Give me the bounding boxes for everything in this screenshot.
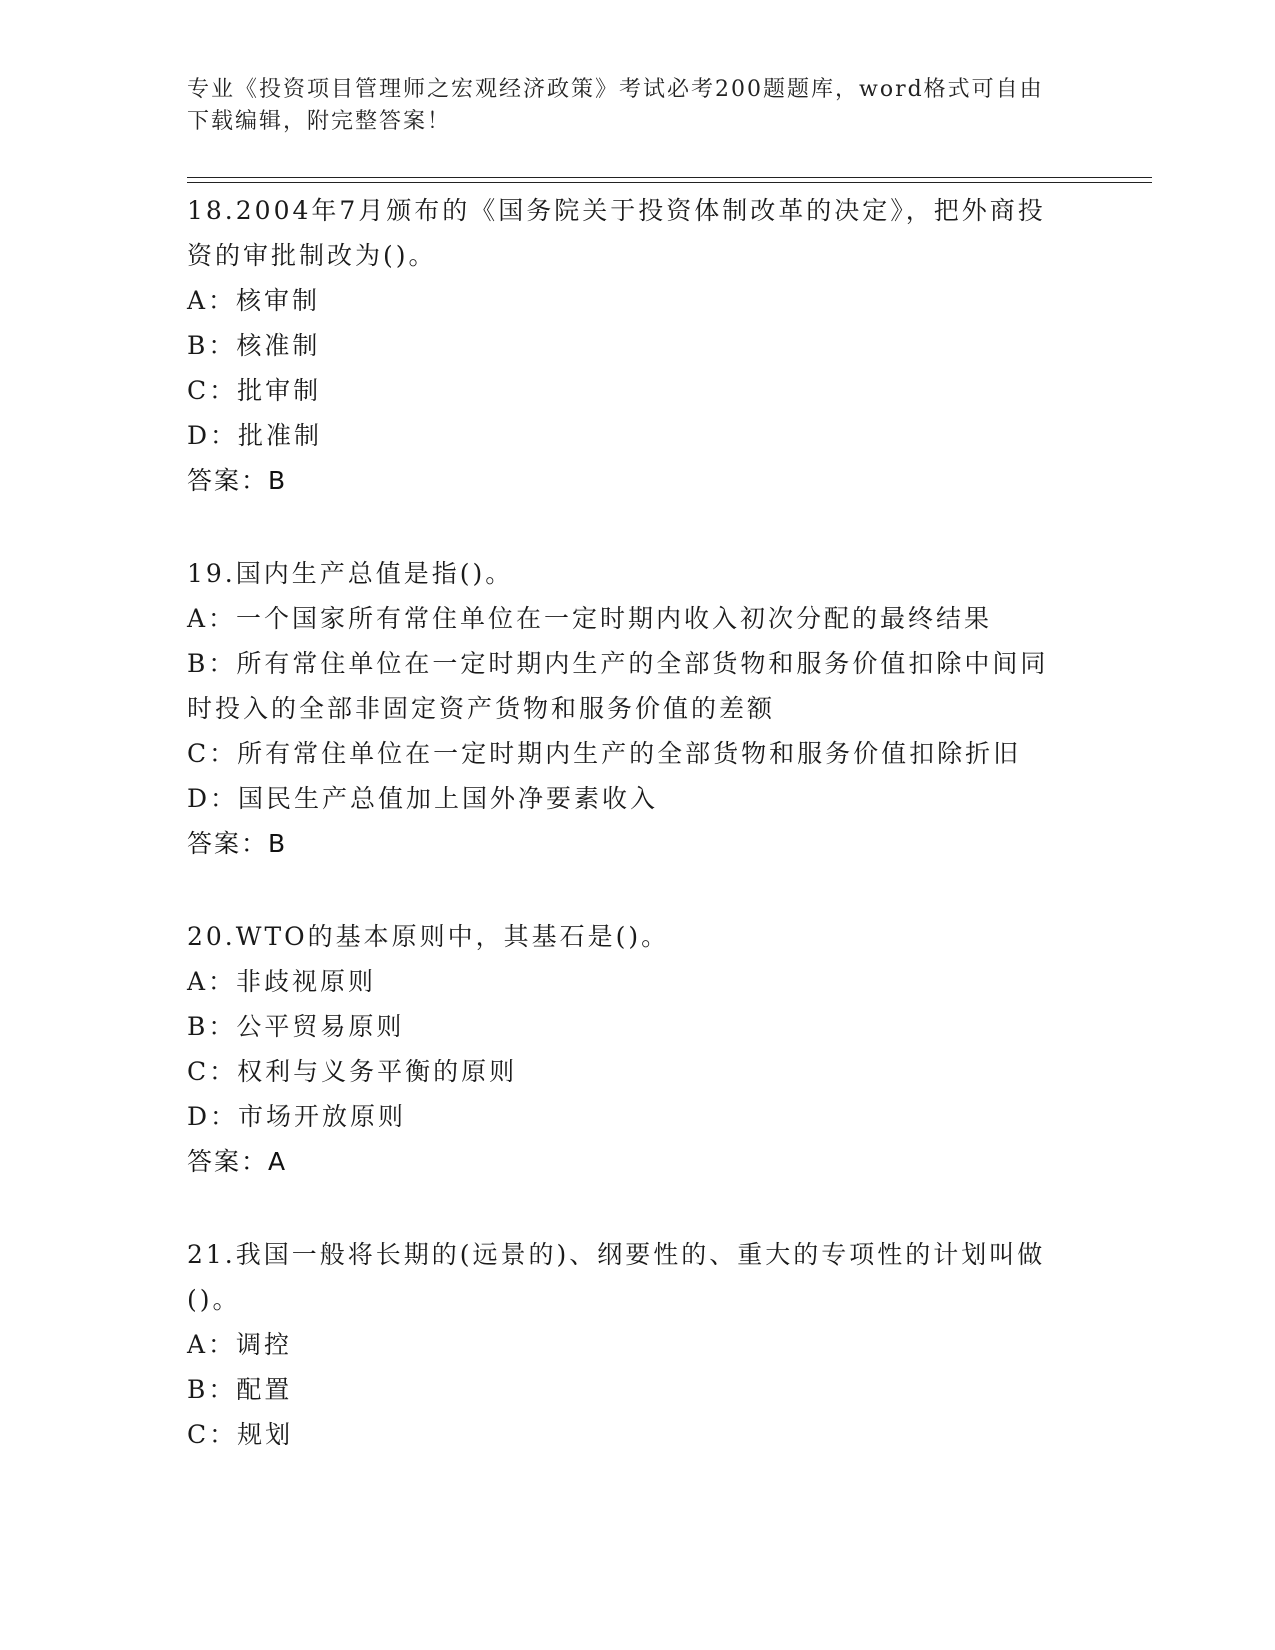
option-d: D：批准制 [187, 421, 323, 450]
option-c: C：权利与义务平衡的原则 [187, 1057, 518, 1086]
question-stem: 21.我国一般将长期的(远景的)、纲要性的、重大的专项性的计划叫做()。 [187, 1240, 1046, 1314]
question-19 [187, 551, 1087, 866]
document-header: 专业《投资项目管理师之宏观经济政策》考试必考200题题库，word格式可自由下载编辑，附完整答案！ [187, 77, 1044, 134]
option-c: C：所有常住单位在一定时期内生产的全部货物和服务价值扣除折旧 [187, 739, 1022, 768]
question-21 [187, 1232, 1087, 1457]
option-d: D：国民生产总值加上国外净要素收入 [187, 784, 659, 813]
option-d: D：市场开放原则 [187, 1102, 407, 1131]
question-stem: 18.2004年7月颁布的《国务院关于投资体制改革的决定》，把外商投资的审批制改为()。 [187, 196, 1046, 270]
option-b: B：核准制 [187, 331, 321, 360]
header-divider-top [187, 177, 1152, 178]
option-b: B：配置 [187, 1375, 293, 1404]
option-a: A：核审制 [187, 286, 321, 315]
answer-label: 答案：B [187, 829, 288, 858]
option-c: C：规划 [187, 1420, 294, 1449]
question-18 [187, 188, 1087, 503]
option-b: B：公平贸易原则 [187, 1012, 405, 1041]
header-divider-bottom [187, 182, 1152, 183]
option-a: A：一个国家所有常住单位在一定时期内收入初次分配的最终结果 [187, 604, 993, 633]
option-a: A：调控 [187, 1330, 293, 1359]
answer-label: 答案：B [187, 466, 288, 495]
question-stem: 20.WTO的基本原则中，其基石是()。 [187, 922, 670, 951]
answer-label: 答案：A [187, 1147, 288, 1176]
option-b: B：所有常住单位在一定时期内生产的全部货物和服务价值扣除中间同时投入的全部非固定资产货物和服务价值的差额 [187, 649, 1049, 723]
question-20 [187, 914, 1087, 1184]
option-a: A：非歧视原则 [187, 967, 377, 996]
option-c: C：批审制 [187, 376, 322, 405]
question-stem: 19.国内生产总值是指()。 [187, 559, 514, 588]
